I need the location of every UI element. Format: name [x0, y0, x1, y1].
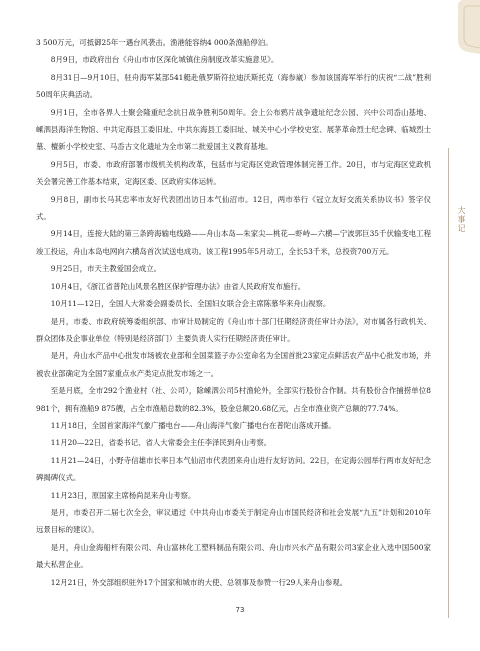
corner-ornament-icon	[454, 0, 480, 58]
paragraph: 8月9日，市政府出台《舟山市市区深化城镇住房制度改革实施意见》。	[50, 55, 279, 65]
paragraph: 11月23日，原国家主席杨尚昆来舟山考察。	[50, 490, 196, 500]
side-divider	[448, 148, 449, 618]
paragraph: 是月，舟山金海船杆有限公司、舟山富林化工塑料制品有限公司、舟山市兴水产品有限公司3家企业入选中国500家最大私营企业。	[36, 542, 431, 570]
paragraph: 9月14日，连接大陆的第三条跨海输电线路——舟山本岛—朱家尖—桃花—虾峙—六横—宁波郭巨35千伏输变电工程竣工投运，舟山本岛电网向六横岛首次试送电成功。该工程1995年5月动工，全长53千米，总投资700万元。	[36, 229, 431, 256]
paragraph: 8月31日—9月10日，驻舟海军某部541艇赴俄罗斯符拉迪沃斯托克（海参崴）参加该国海军举行的庆祝“二战”胜利50周年庆典活动。	[36, 72, 431, 100]
paragraph: 是月，舟山水产品中心批发市场被农业部和全国菜篮子办公室命名为全国首批23家定点鲜活农产品中心批发市场，并被农业部确定为全国7家重点水产类定点批发市场之一。	[36, 351, 431, 378]
section-side-label: 大事记	[457, 206, 466, 233]
page-number: 73	[235, 606, 245, 614]
paragraph: 11月20—22日，省委书记、省人大常委会主任李泽民到舟山考察。	[50, 438, 272, 448]
paragraph: 9月8日，副市长马其忠率市友好代表团出访日本气仙沼市。12日，两市举行《冠立友好交流关系协议书》签字仪式。	[36, 194, 431, 222]
paragraph: 9月1日，全市各界人士聚会隆重纪念抗日战争胜利50周年。会上公布鸦片战争遗址纪念公园、兴中公司岙山基地、嵊泗县海洋生物馆、中共定海县工委旧址、中共东海县工委旧址、城关中心小学校史室、展茅革命烈士纪念碑、临城烈士墓、檀新小学校史室、马岙古文化遗址为全市第二批爱国主义教育基地。	[36, 107, 431, 152]
paragraph: 10月11—12日，全国人大常委会副委员长、全国妇女联合会主席陈慕华来舟山视察。	[50, 299, 331, 309]
paragraph: 11月18日，全国首家海洋气象广播电台——舟山海洋气象广播电台在普陀山落成开播。	[50, 420, 336, 430]
paragraph: 3 500万元，可抵御25年一遇台风袭击。渔港能容纳4 000条渔船停泊。	[36, 38, 273, 47]
paragraph: 是月，市委、市政府统筹委组织部、市审计局制定的《舟山市十部门任期经济责任审计办法》，对市属各行政机关、群众团体及企事业单位（特别是经济部门）主要负责人实行任期经济责任审计。	[36, 316, 431, 343]
paragraph: 是月，市委召开二届七次全会，审议通过《中共舟山市委关于制定舟山市国民经济和社会发展“九五”计划和2010年远景目标的建议》。	[36, 507, 431, 535]
paragraph: 9月5日，市委、市政府部署市级机关机构改革，包括市与定海区党政管理体制完善工作。20日，市与定海区党政机关会署完善工作基本结束，定海区委、区政府实体运转。	[36, 159, 431, 187]
paragraph: 9月25日，市天主教爱国会成立。	[50, 264, 161, 274]
paragraph: 12月21日，外交部组织驻外17个国家和城市的大使、总领事及参赞一行29人来舟山参观。	[50, 577, 348, 587]
paragraph: 至是月底，全市292个渔业村（社、公司），除嵊泗公司5村渔轮外，全部实行股份合作制。共有股份合作捕捞单位8 981个，拥有渔船9 875艘，占全市渔船总数的82.3%，股金总额20.68亿元，占全市渔业资产总额的77.74%。	[36, 386, 431, 413]
chronicle-text	[36, 34, 431, 591]
paragraph: 10月4日，《浙江省普陀山风景名胜区保护管理办法》由省人民政府发布施行。	[50, 281, 306, 291]
paragraph: 11月21—24日，小野寺信雄市长率日本气仙沼市代表团来舟山进行友好访问。22日，在定海公园举行两市友好纪念碑揭碑仪式。	[36, 455, 431, 483]
